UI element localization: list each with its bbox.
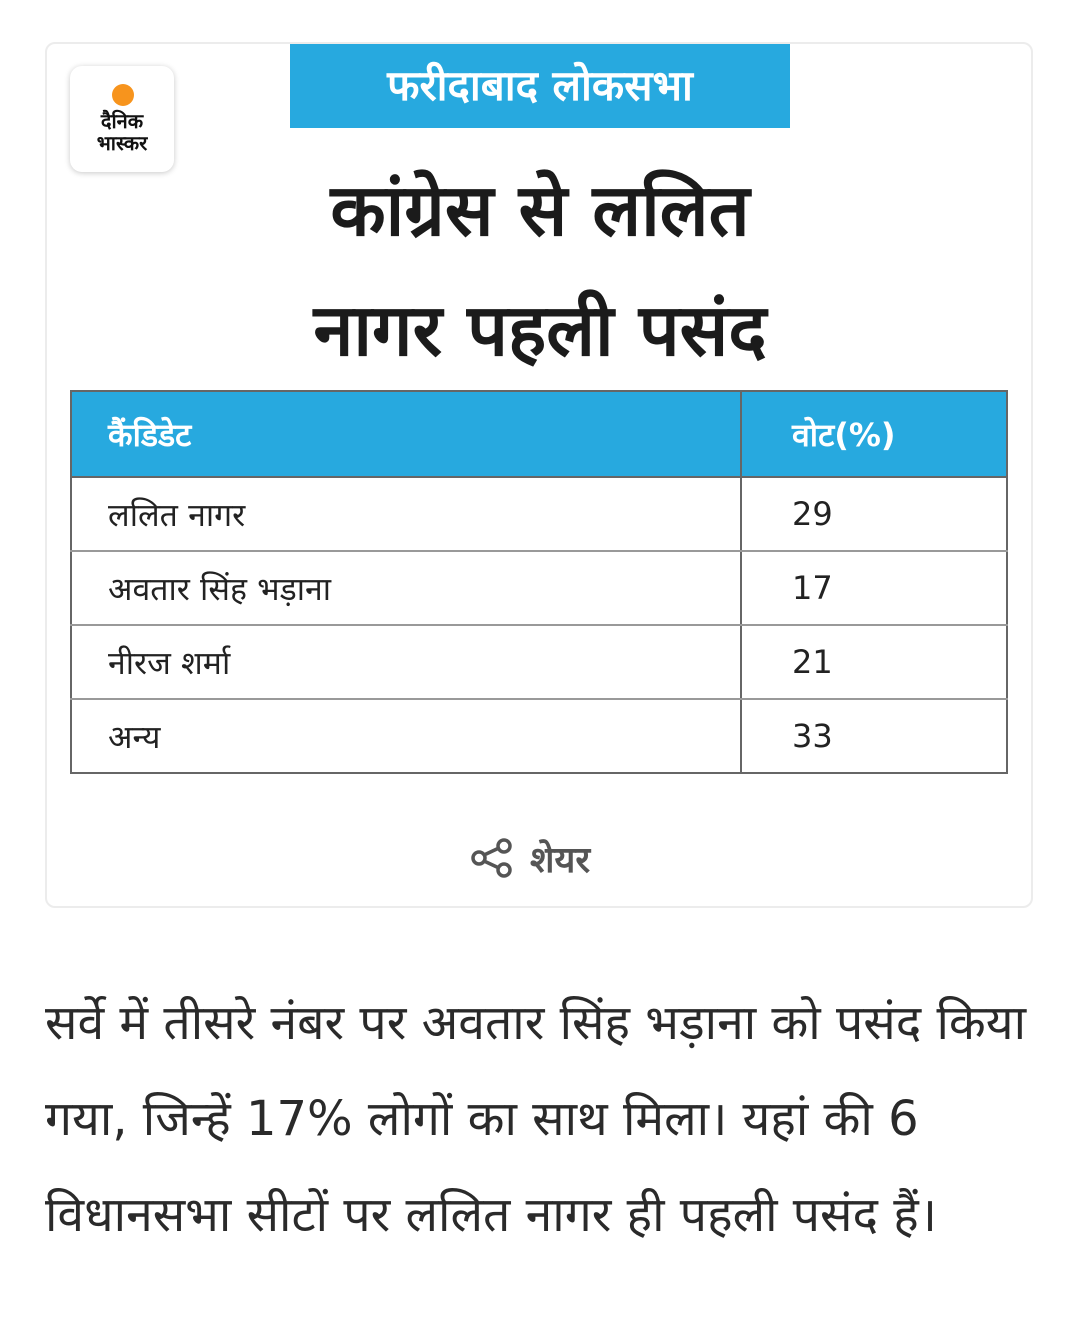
vote-percent: 17 (741, 551, 1007, 625)
table-row (71, 699, 1007, 773)
candidate-name: नीरज शर्मा (71, 625, 741, 699)
table-header-row (71, 391, 1007, 477)
header-votes: वोट(%) (741, 391, 1007, 477)
headline-line2: नागर पहली पसंद (313, 288, 767, 372)
share-icon (470, 838, 516, 878)
logo-text-line2: भास्कर (96, 131, 148, 155)
header-candidate: कैंडिडेट (71, 391, 741, 477)
vote-share-table (70, 390, 1008, 774)
headline-line1: कांग्रेस से ललित (330, 168, 750, 252)
vote-percent: 33 (741, 699, 1007, 773)
share-button[interactable] (470, 830, 590, 886)
constituency-banner: फरीदाबाद लोकसभा (290, 44, 790, 128)
article-paragraph: सर्वे में तीसरे नंबर पर अवतार सिंह भड़ाना को पसंद किया गया, जिन्हें 17% लोगों का साथ मिला। यहां की 6 विधानसभा सीटों पर ललित नागर ही पहली पसंद हैं। (45, 995, 1027, 1243)
vote-percent: 29 (741, 477, 1007, 551)
dainik-bhaskar-logo (70, 66, 174, 172)
logo-text-line1: दैनिक (100, 109, 144, 133)
table-row (71, 477, 1007, 551)
candidate-name: ललित नागर (71, 477, 741, 551)
vote-percent: 21 (741, 625, 1007, 699)
candidate-name: अन्य (71, 699, 741, 773)
table-row (71, 625, 1007, 699)
share-label: शेयर (530, 839, 591, 881)
candidate-name: अवतार सिंह भड़ाना (71, 551, 741, 625)
logo-sun-dot (112, 84, 134, 106)
table-row (71, 551, 1007, 625)
